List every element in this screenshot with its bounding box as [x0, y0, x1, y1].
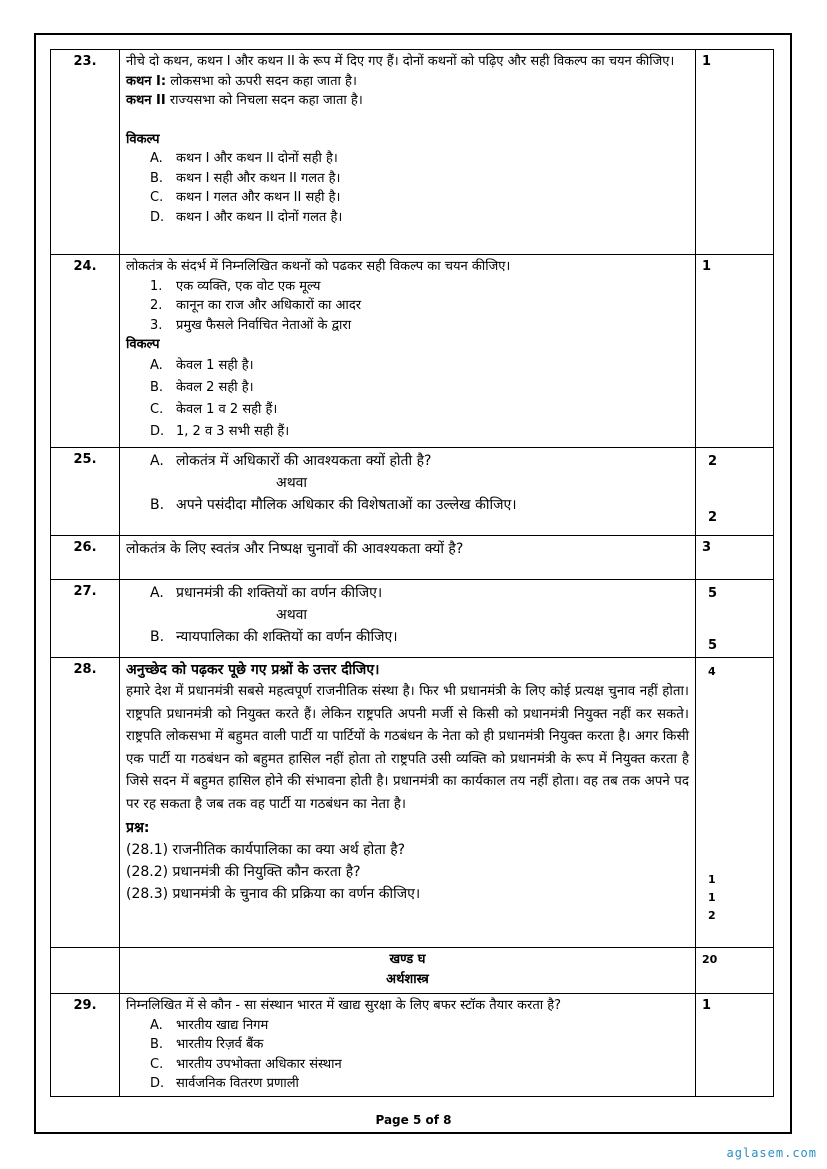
page-number: 5	[412, 1113, 422, 1127]
marks-cell	[696, 658, 774, 948]
question-27-row	[51, 580, 774, 658]
question-25-body	[120, 448, 696, 536]
option-c: C. कथन I गलत और कथन II सही है।	[150, 190, 341, 205]
question-text: लोकतंत्र के लिए स्वतंत्र और निष्पक्ष चुनावों की आवश्यकता क्यों है?	[120, 536, 696, 580]
question-24-body	[120, 255, 696, 448]
marks: 4	[708, 665, 716, 678]
passage-heading: अनुच्छेद को पढ़कर पूछे गए प्रश्नों के उत्तर दीजिए।	[126, 662, 380, 678]
statement-2	[126, 91, 689, 111]
statement-label: कथन I:	[126, 73, 167, 89]
option-a: A. लोकतंत्र में अधिकारों की आवश्यकता क्यों होती है?	[150, 453, 432, 469]
section-marks: 20	[696, 948, 774, 994]
marks-b: 2	[708, 510, 718, 525]
statement-item: 3. प्रमुख फैसले निर्वाचित नेताओं के द्वारा	[150, 317, 352, 333]
option-c: C. केवल 1 व 2 सही हैं।	[150, 401, 278, 417]
option-a: A. केवल 1 सही है।	[150, 357, 254, 373]
question-28-row	[51, 658, 774, 948]
marks-b: 5	[708, 638, 718, 653]
question-number: 25.	[51, 448, 120, 536]
question-number: 24.	[51, 255, 120, 448]
option-d: D. सार्वजनिक वितरण प्रणाली	[150, 1076, 299, 1091]
question-text: नीचे दो कथन, कथन I और कथन II के रूप में दिए गए हैं। दोनों कथनों को पढ़िए और सही विकल्प का चयन कीजिए।	[126, 54, 675, 69]
question-28-body	[120, 658, 696, 948]
question-table	[50, 49, 774, 1097]
statement-1	[126, 72, 689, 92]
subquestion-2-marks: 1	[708, 891, 716, 904]
question-text: लोकतंत्र के संदर्भ में निम्नलिखित कथनों को पढकर सही विकल्प का चयन कीजिए।	[126, 259, 511, 274]
option-b: B. कथन I सही और कथन II गलत है।	[150, 170, 341, 186]
subquestion-1-marks: 1	[708, 873, 716, 886]
subquestion-3: (28.3) प्रधानमंत्री के चुनाव की प्रक्रिया का वर्णन कीजिए।	[126, 885, 421, 902]
question-number: 23.	[51, 50, 120, 255]
option-a: A. भारतीय खाद्य निगम	[150, 1017, 269, 1033]
marks-a: 2	[708, 454, 718, 469]
section-row	[51, 948, 774, 994]
statement-label: कथन II	[126, 93, 166, 108]
option-a: A. प्रधानमंत्री की शक्तियों का वर्णन कीजिए।	[150, 585, 383, 601]
option-b: B. अपने पसंदीदा मौलिक अधिकार की विशेषताओं का उल्लेख कीजिए।	[150, 497, 517, 513]
statement-text: लोकसभा को ऊपरी सदन कहा जाता है।	[166, 73, 357, 89]
marks-cell	[696, 580, 774, 658]
option-d: D. कथन I और कथन II दोनों गलत है।	[150, 209, 343, 225]
page-footer	[0, 1113, 827, 1127]
question-24-row	[51, 255, 774, 448]
section-heading	[120, 948, 696, 994]
questions-label: प्रश्न:	[126, 819, 150, 836]
marks: 1	[696, 994, 774, 1097]
statement-item: 2. कानून का राज और अधिकारों का आदर	[150, 298, 362, 313]
section-subject: अर्थशास्त्र	[386, 972, 429, 987]
marks: 3	[696, 536, 774, 580]
option-b: B. केवल 2 सही है।	[150, 379, 254, 395]
question-number: 26.	[51, 536, 120, 580]
statement-item: 1. एक व्यक्ति, एक वोट एक मूल्य	[150, 278, 321, 294]
options-heading: विकल्प	[126, 337, 160, 352]
passage: हमारे देश में प्रधानमंत्री सबसे महत्वपूर्ण राजनीतिक संस्था है। फिर भी प्रधानमंत्री के लिए कोई प्रत्यक्ष चुनाव नहीं होता। राष्ट्रपति प्रधानमंत्री को नियुक्त करते हैं। लेकिन राष्ट्रपति अपनी मर्जी से किसी को प्रधानमंत्री नियुक्त नहीं कर सकते। राष्ट्रपति लोकसभा में बहुमत वाली पार्टी या पार्टियों के गठबंधन के नेता को ही प्रधानमंत्री नियुक्त करता है। अगर किसी एक पार्टी या गठबंधन को बहुमत हासिल नहीं होता तो राष्ट्रपति उसी व्यक्ति को प्रधानमंत्री के रूप में नियुक्त करता है जिसे सदन में बहुमत हासिल होने की संभावना होती है। प्रधानमंत्री का कार्यकाल तय नहीं होता। वह तब तक अपने पद पर रह सकता है जब तक वह पार्टी या गठबंधन का नेता है।	[126, 684, 689, 812]
subquestion-2: (28.2) प्रधानमंत्री की नियुक्ति कौन करता है?	[126, 863, 361, 880]
question-29-row	[51, 994, 774, 1097]
question-27-body	[120, 580, 696, 658]
option-b: B. भारतीय रिज़र्व बैंक	[150, 1037, 264, 1052]
question-number: 27.	[51, 580, 120, 658]
or-label: अथवा	[276, 607, 308, 623]
marks: 1	[696, 255, 774, 448]
question-23-row	[51, 50, 774, 255]
marks: 1	[696, 50, 774, 255]
page-total: 8	[443, 1113, 452, 1127]
subquestion-1: (28.1) राजनीतिक कार्यपालिका का क्या अर्थ होता है?	[126, 841, 406, 858]
footer-prefix: Page	[375, 1113, 413, 1127]
watermark: aglasem.com	[726, 1146, 817, 1160]
option-a: A. कथन I और कथन II दोनों सही है।	[150, 151, 338, 166]
subquestion-3-marks: 2	[708, 909, 716, 922]
section-title: खण्ड घ	[389, 952, 426, 967]
question-26-row	[51, 536, 774, 580]
footer-of: of	[421, 1113, 444, 1127]
question-29-body	[120, 994, 696, 1097]
question-number: 28.	[51, 658, 120, 948]
statement-text: राज्यसभा को निचला सदन कहा जाता है।	[165, 93, 363, 108]
question-number: 29.	[51, 994, 120, 1097]
question-25-row	[51, 448, 774, 536]
options-heading: विकल्प	[126, 131, 160, 147]
or-label: अथवा	[276, 475, 308, 491]
marks-a: 5	[708, 586, 718, 601]
question-23-body	[120, 50, 696, 255]
option-d: D. 1, 2 व 3 सभी सही हैं।	[150, 423, 290, 439]
option-c: C. भारतीय उपभोक्ता अधिकार संस्थान	[150, 1056, 342, 1072]
marks-cell	[696, 448, 774, 536]
option-b: B. न्यायपालिका की शक्तियों का वर्णन कीजिए।	[150, 629, 398, 645]
question-text: निम्नलिखित में से कौन - सा संस्थान भारत में खाद्य सुरक्षा के लिए बफर स्टॉक तैयार करता है?	[126, 998, 562, 1013]
